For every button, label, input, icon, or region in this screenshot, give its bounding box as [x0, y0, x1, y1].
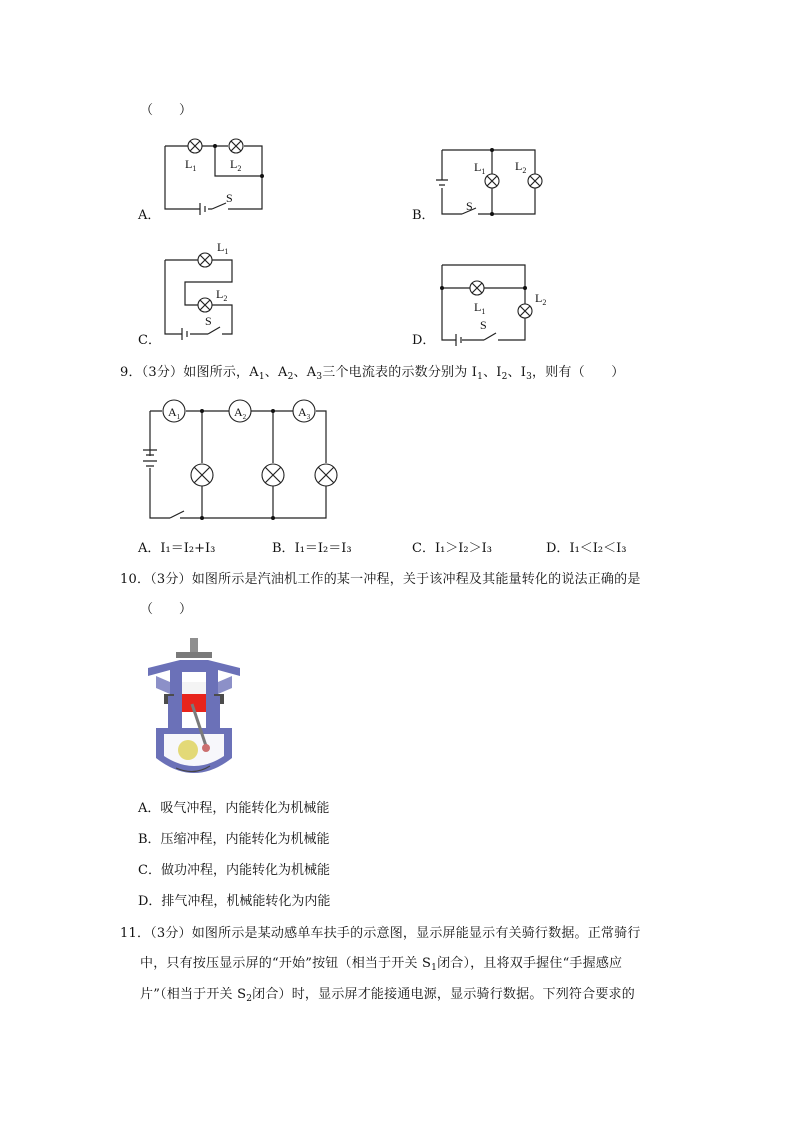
d-l2-label: $L_2$ — [535, 291, 547, 307]
d-l1-label: $L_1$ — [474, 300, 486, 316]
b-s-label: S — [466, 199, 473, 213]
c-l2-label: $L_2$ — [216, 287, 228, 303]
q9-circuit — [140, 398, 360, 528]
a-l1-label: $L_1$ — [185, 157, 197, 173]
circuit-a — [165, 139, 264, 215]
q10-choice-a: A．吸气冲程，内能转化为机械能 — [138, 801, 330, 816]
option-c-letter: C． — [138, 333, 161, 348]
c-s-label: S — [205, 314, 212, 328]
engine-illustration — [146, 638, 250, 784]
a-s-label: S — [226, 191, 233, 205]
q9-stem: 9．（3分）如图所示，$A_1$、$A_2$、$A_3$三个电流表的示数分别为 $I_1$、$I_2$、$I_3$，则有（ ） — [120, 365, 625, 382]
circuit-d — [440, 265, 532, 346]
q9-choice-d: D．I₁＜I₂＜I₃ — [546, 541, 627, 556]
q10-paren: （ ） — [140, 602, 193, 617]
d-s-label: S — [480, 318, 487, 332]
option-d-letter: D． — [412, 333, 436, 348]
q11-line1: 11．（3分）如图所示是某动感单车扶手的示意图，显示屏能显示有关骑行数据。正常骑行 — [120, 926, 641, 941]
a-l2-label: $L_2$ — [230, 157, 242, 173]
ammeter-a2-label: $A_2$ — [234, 405, 247, 421]
c-l1-label: $L_1$ — [217, 240, 229, 256]
q10-choice-b: B．压缩冲程，内能转化为机械能 — [138, 832, 330, 847]
ammeter-a1-label: $A_1$ — [168, 405, 181, 421]
q10-choice-d: D．排气冲程，机械能转化为内能 — [138, 894, 331, 909]
q9-choice-a: A．I₁＝I₂+I₃ — [138, 541, 216, 556]
q9-choice-b: B．I₁＝I₂＝I₃ — [272, 541, 352, 556]
q8-paren: （ ） — [140, 103, 193, 118]
circuit-b — [436, 148, 542, 216]
q11-line2: 中，只有按压显示屏的“开始”按钮（相当于开关 $S_1$闭合），且将双手握住“手握感应 — [140, 956, 623, 973]
q9-choice-c: C．I₁＞I₂＞I₃ — [412, 541, 492, 556]
b-l2-label: $L_2$ — [515, 159, 527, 175]
b-l1-label: $L_1$ — [474, 160, 486, 176]
q10-stem: 10．（3分）如图所示是汽油机工作的某一冲程，关于该冲程及其能量转化的说法正确的是 — [120, 572, 641, 587]
q11-line3: 片”（相当于开关 $S_2$闭合）时，显示屏才能接通电源，显示骑行数据。下列符合要求的 — [140, 987, 635, 1004]
ammeter-a3-label: $A_3$ — [298, 405, 311, 421]
q8-circuit-diagrams — [0, 0, 794, 360]
q10-choice-c: C．做功冲程，内能转化为机械能 — [138, 863, 330, 878]
option-a-letter: A． — [138, 208, 161, 223]
option-b-letter: B． — [412, 208, 435, 223]
